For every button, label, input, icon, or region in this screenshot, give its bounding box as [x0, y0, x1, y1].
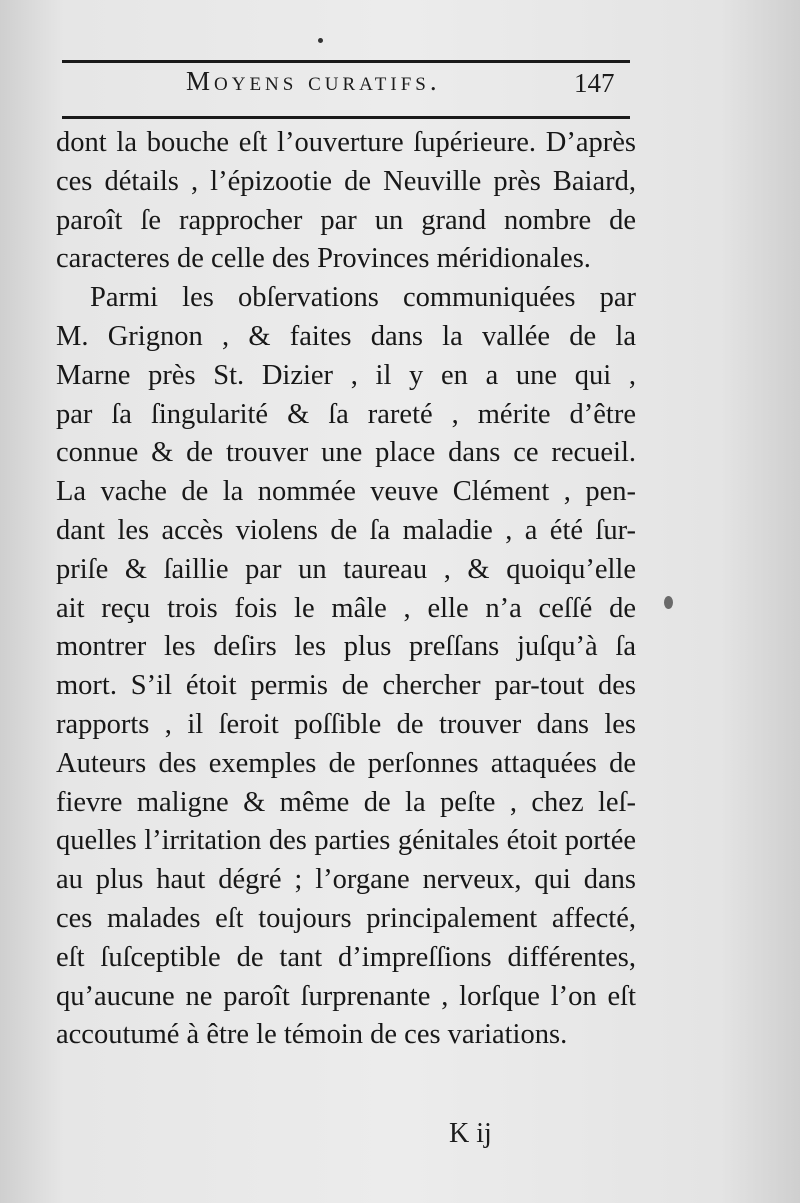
header-rule-bottom — [62, 116, 630, 119]
running-title: Moyens curatifs. — [186, 66, 441, 96]
text-line: paroît ſe rapprocher par un grand nombre de — [56, 204, 636, 236]
text-line: M. Grignon , & faites dans la vallée de la — [56, 320, 636, 352]
text-line: eſt ſuſceptible de tant d’impreſſions différentes, — [56, 941, 636, 973]
text-line: par ſa ſingularité & ſa rareté , mérite d’être — [56, 398, 636, 430]
text-line: dant les accès violens de ſa maladie , a été ſur- — [56, 514, 636, 546]
text-line: fievre maligne & même de la peſte , chez leſ- — [56, 786, 636, 818]
text-line: La vache de la nommée veuve Clément , pen- — [56, 476, 636, 508]
text-line: mort. S’il étoit permis de chercher par-tout des — [56, 670, 636, 702]
page-number: 147 — [574, 68, 615, 98]
text-line: montrer les deſirs les plus preſſans juſqu’à ſa — [56, 631, 636, 663]
header-rule-top — [62, 60, 630, 63]
text-line: dont la bouche eſt l’ouverture ſupérieure. D’après — [56, 127, 636, 158]
text-line: quelles l’irritation des parties génitales étoit portée — [56, 825, 636, 857]
signature-mark: K ij — [449, 1118, 492, 1149]
body-text — [56, 124, 636, 1055]
ink-dot — [318, 38, 323, 43]
text-line: Auteurs des exemples de perſonnes attaquées de — [56, 747, 636, 779]
text-line: ces malades eſt toujours principalement affecté, — [56, 902, 636, 934]
text-line: au plus haut dégré ; l’organe nerveux, qui dans — [56, 864, 636, 896]
text-line: Marne près St. Dizier , il y en a une qui , — [56, 359, 636, 391]
ink-blot — [664, 596, 673, 609]
text-line: ces détails , l’épizootie de Neuville près Baiard, — [56, 165, 636, 197]
text-line: priſe & ſaillie par un taureau , & quoiqu’elle — [56, 553, 636, 585]
text-line: rapports , il ſeroit poſſible de trouver dans les — [56, 708, 636, 740]
text-line: caracteres de celle des Provinces méridionales. — [56, 243, 591, 275]
paragraph-start-line: Parmi les obſervations communiquées par — [90, 282, 636, 314]
text-line: accoutumé à être le témoin de ces variations. — [56, 1019, 568, 1051]
text-line: connue & de trouver une place dans ce recueil. — [56, 437, 636, 469]
text-line: qu’aucune ne paroît ſurprenante , lorſque l’on eſt — [56, 980, 636, 1012]
text-line: ait reçu trois fois le mâle , elle n’a ceſſé de — [56, 592, 636, 624]
